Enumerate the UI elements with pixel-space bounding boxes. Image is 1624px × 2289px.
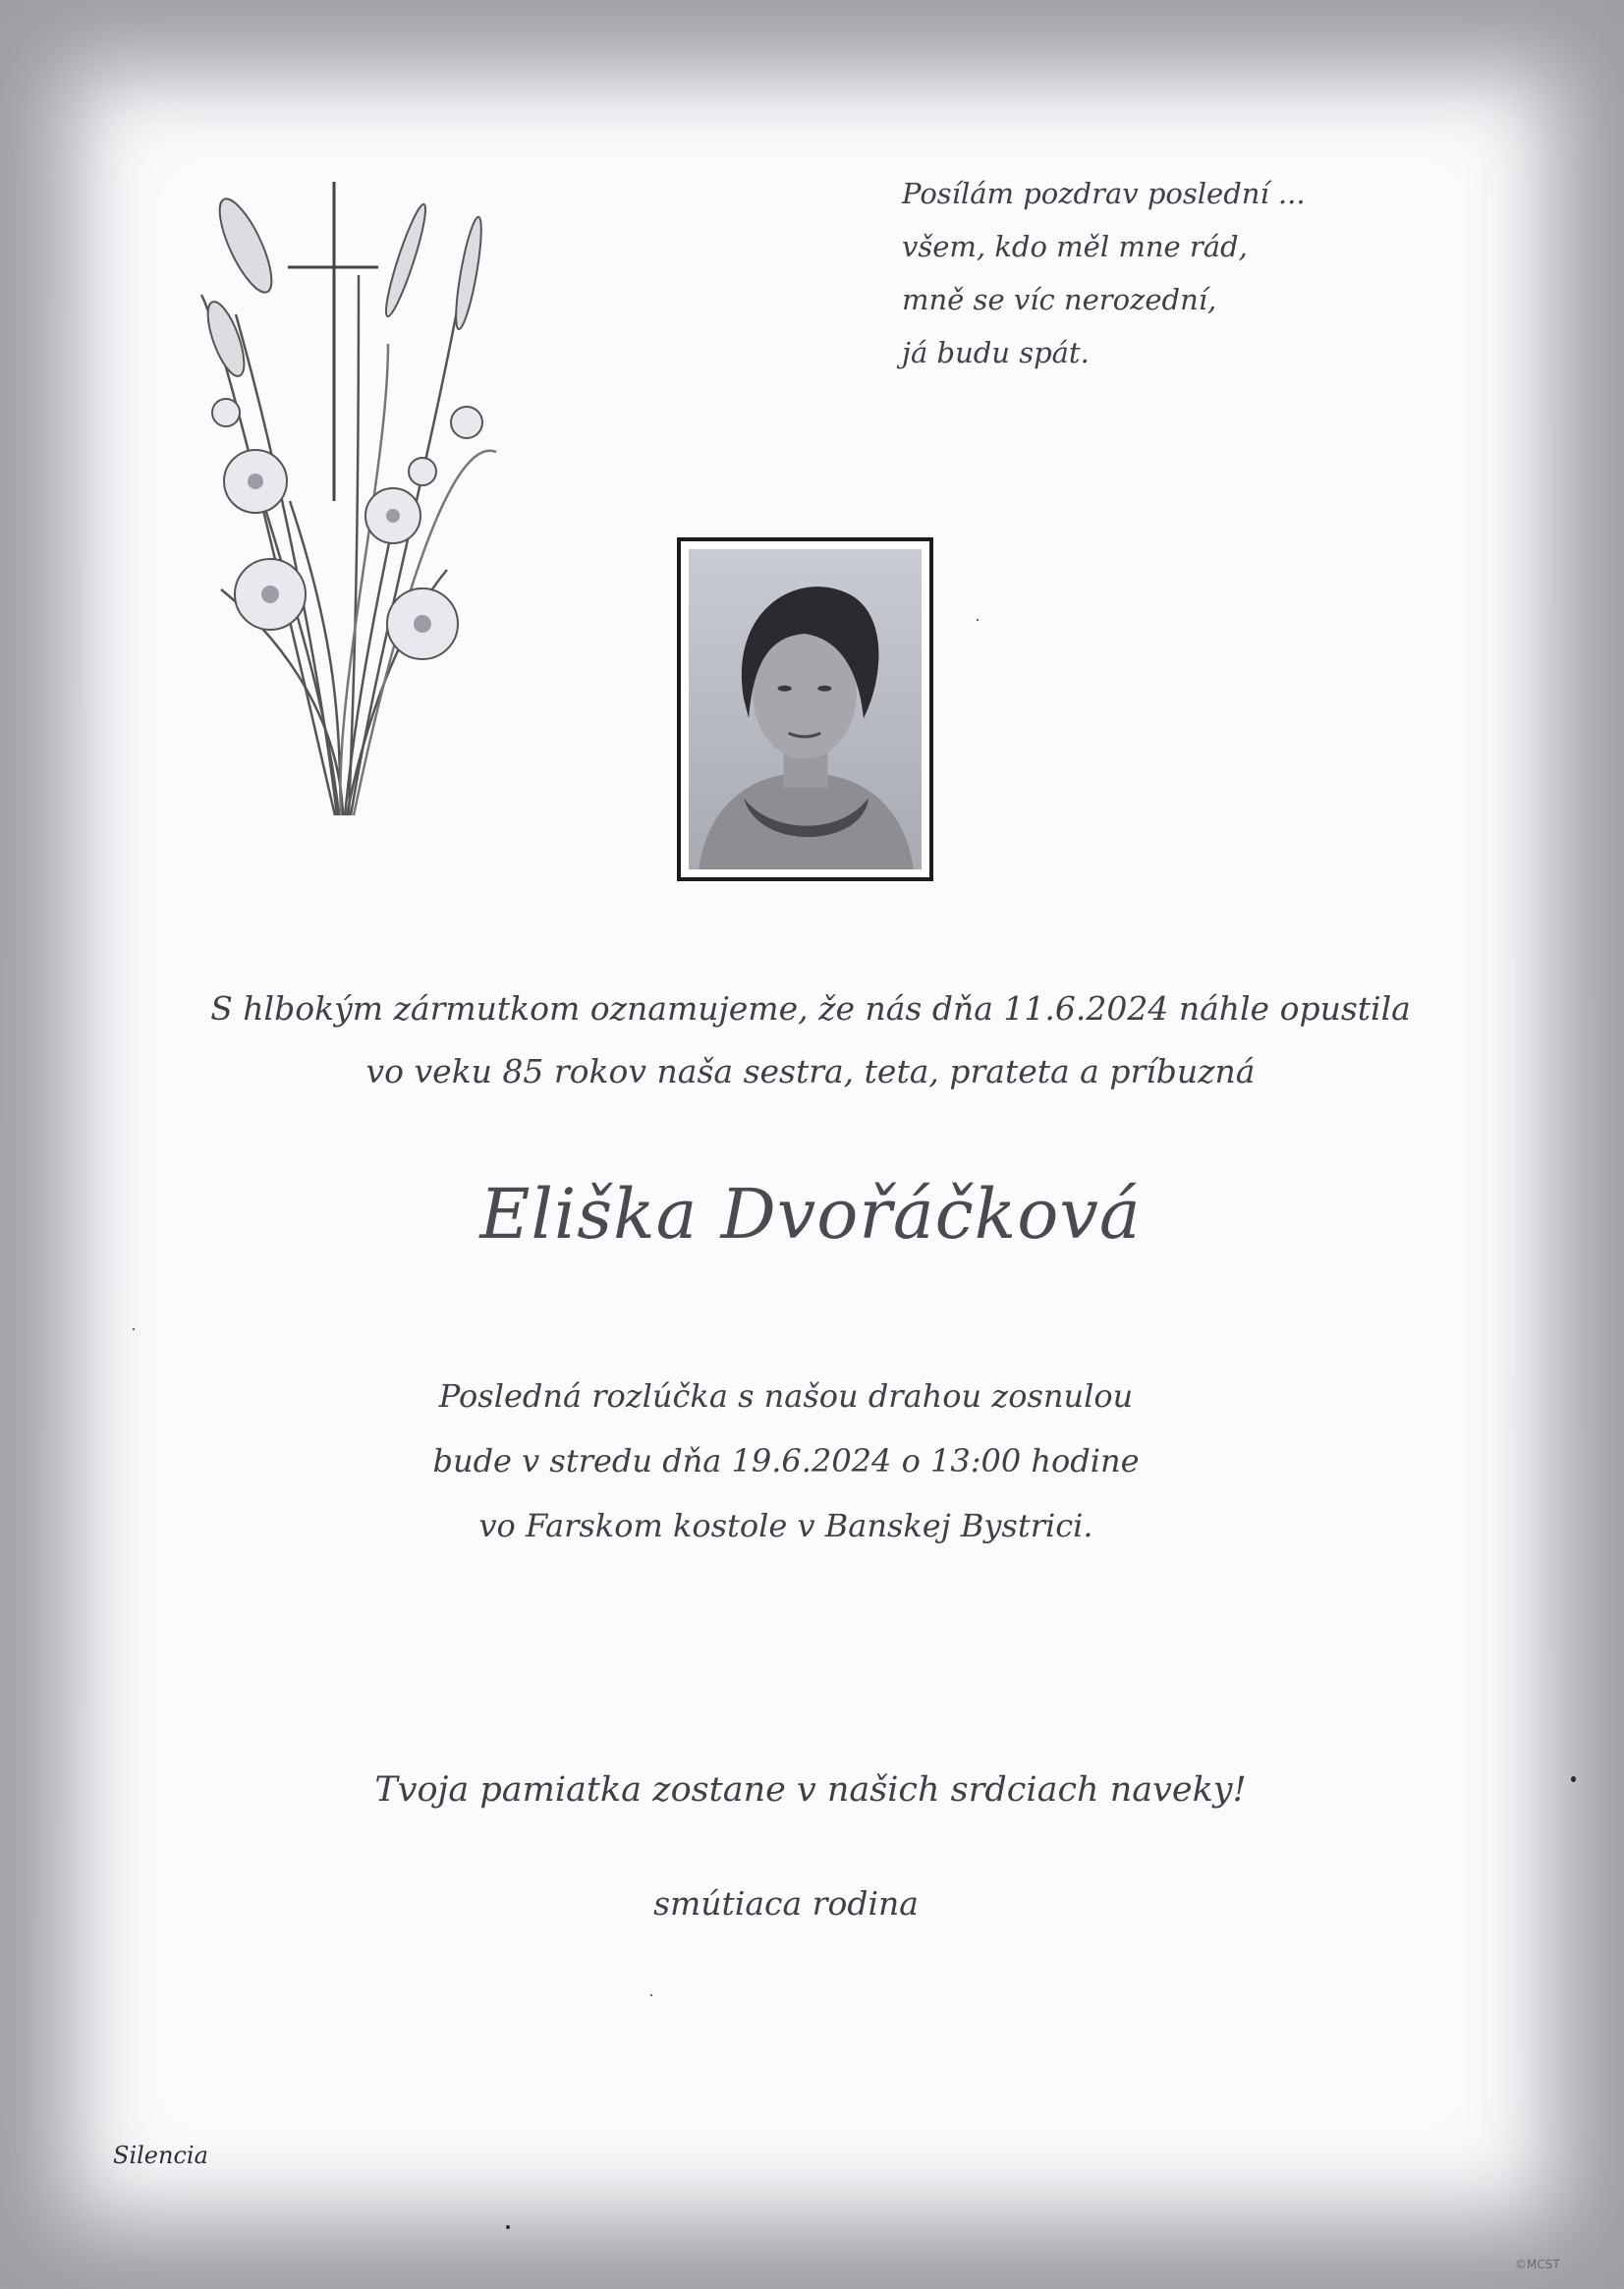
scan-speck — [506, 2225, 510, 2229]
poem — [902, 167, 1491, 379]
scan-speck — [133, 1328, 135, 1330]
announcement-line: vo veku 85 rokov naša sestra, teta, prateta a príbuzná — [365, 1052, 1256, 1090]
poem-line: já budu spát. — [902, 336, 1090, 369]
brand-label: Silencia — [113, 2142, 208, 2169]
scan-speck — [1571, 1776, 1576, 1782]
portrait-photo-icon — [689, 549, 922, 869]
family-signature: smútiaca rodina — [653, 1884, 919, 1923]
scan-speck — [650, 1994, 652, 1996]
memory-line: Tvoja pamiatka zostane v našich srdciach naveky! — [374, 1770, 1247, 1810]
announcement-line: S hlbokým zármutkom oznamujeme, že nás dňa 11.6.2024 náhle opustila — [210, 989, 1411, 1028]
cross-with-wildflowers-icon — [192, 177, 516, 825]
ceremony-details — [295, 1364, 1277, 1558]
deceased-name: Eliška Dvořáčková — [479, 1174, 1142, 1255]
scan-speck — [977, 619, 979, 621]
poem-line: všem, kdo měl mne rád, — [902, 230, 1248, 263]
poem-line: Posílám pozdrav poslední ... — [902, 177, 1306, 210]
ceremony-line: bude v stredu dňa 19.6.2024 o 13:00 hodine — [432, 1442, 1140, 1479]
photo-mat — [681, 541, 929, 877]
photo-frame — [677, 537, 933, 881]
ceremony-line: Posledná rozlúčka s našou drahou zosnulou — [438, 1377, 1134, 1415]
ceremony-line: vo Farskom kostole v Banskej Bystrici. — [478, 1507, 1093, 1544]
announcement — [196, 977, 1425, 1103]
poem-line: mně se víc nerozední, — [902, 283, 1217, 316]
copyright-label: ©MCST — [1515, 2258, 1560, 2271]
